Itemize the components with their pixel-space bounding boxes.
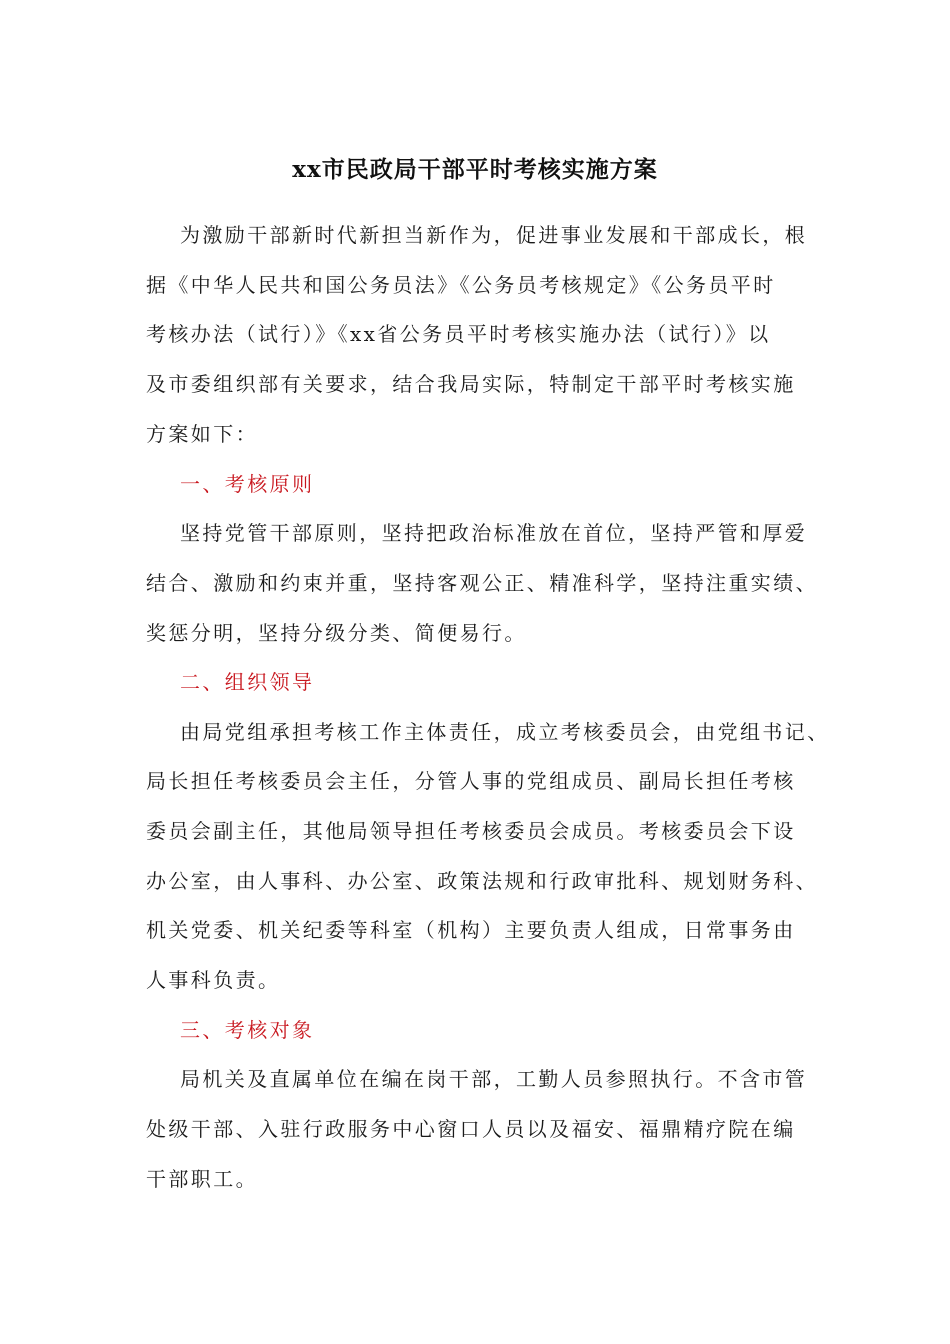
section-heading: 三、考核对象 — [180, 1018, 315, 1042]
intro-line: 考核办法（试行）》《xx省公务员平时考核实施办法（试行）》以 — [146, 322, 771, 346]
section-line: 局机关及直属单位在编在岗干部，工勤人员参照执行。不含市管 — [180, 1067, 808, 1091]
section-line: 人事科负责。 — [146, 968, 281, 992]
intro-line: 为激励干部新时代新担当新作为，促进事业发展和干部成长，根 — [180, 223, 808, 247]
intro-line: 及市委组织部有关要求，结合我局实际，特制定干部平时考核实施 — [146, 372, 796, 396]
section-line: 干部职工。 — [146, 1167, 258, 1191]
section-line: 机关党委、机关纪委等科室（机构）主要负责人组成，日常事务由 — [146, 918, 796, 942]
document-title: xx市民政局干部平时考核实施方案 — [292, 156, 658, 183]
section-line: 局长担任考核委员会主任，分管人事的党组成员、副局长担任考核 — [146, 769, 796, 793]
section-line: 奖惩分明，坚持分级分类、简便易行。 — [146, 621, 527, 645]
section-line: 处级干部、入驻行政服务中心窗口人员以及福安、福鼎精疗院在编 — [146, 1117, 796, 1141]
section-heading: 一、考核原则 — [180, 472, 315, 496]
section-heading: 二、组织领导 — [180, 670, 315, 694]
intro-line: 据《中华人民共和国公务员法》《公务员考核规定》《公务员平时 — [146, 273, 776, 297]
section-line: 结合、激励和约束并重，坚持客观公正、精准科学，坚持注重实绩、 — [146, 571, 818, 595]
section-line: 由局党组承担考核工作主体责任，成立考核委员会，由党组书记、 — [180, 720, 830, 744]
section-line: 办公室，由人事科、办公室、政策法规和行政审批科、规划财务科、 — [146, 869, 818, 893]
section-line: 坚持党管干部原则，坚持把政治标准放在首位，坚持严管和厚爱 — [180, 521, 808, 545]
section-line: 委员会副主任，其他局领导担任考核委员会成员。考核委员会下设 — [146, 819, 796, 843]
intro-line: 方案如下： — [146, 422, 258, 446]
